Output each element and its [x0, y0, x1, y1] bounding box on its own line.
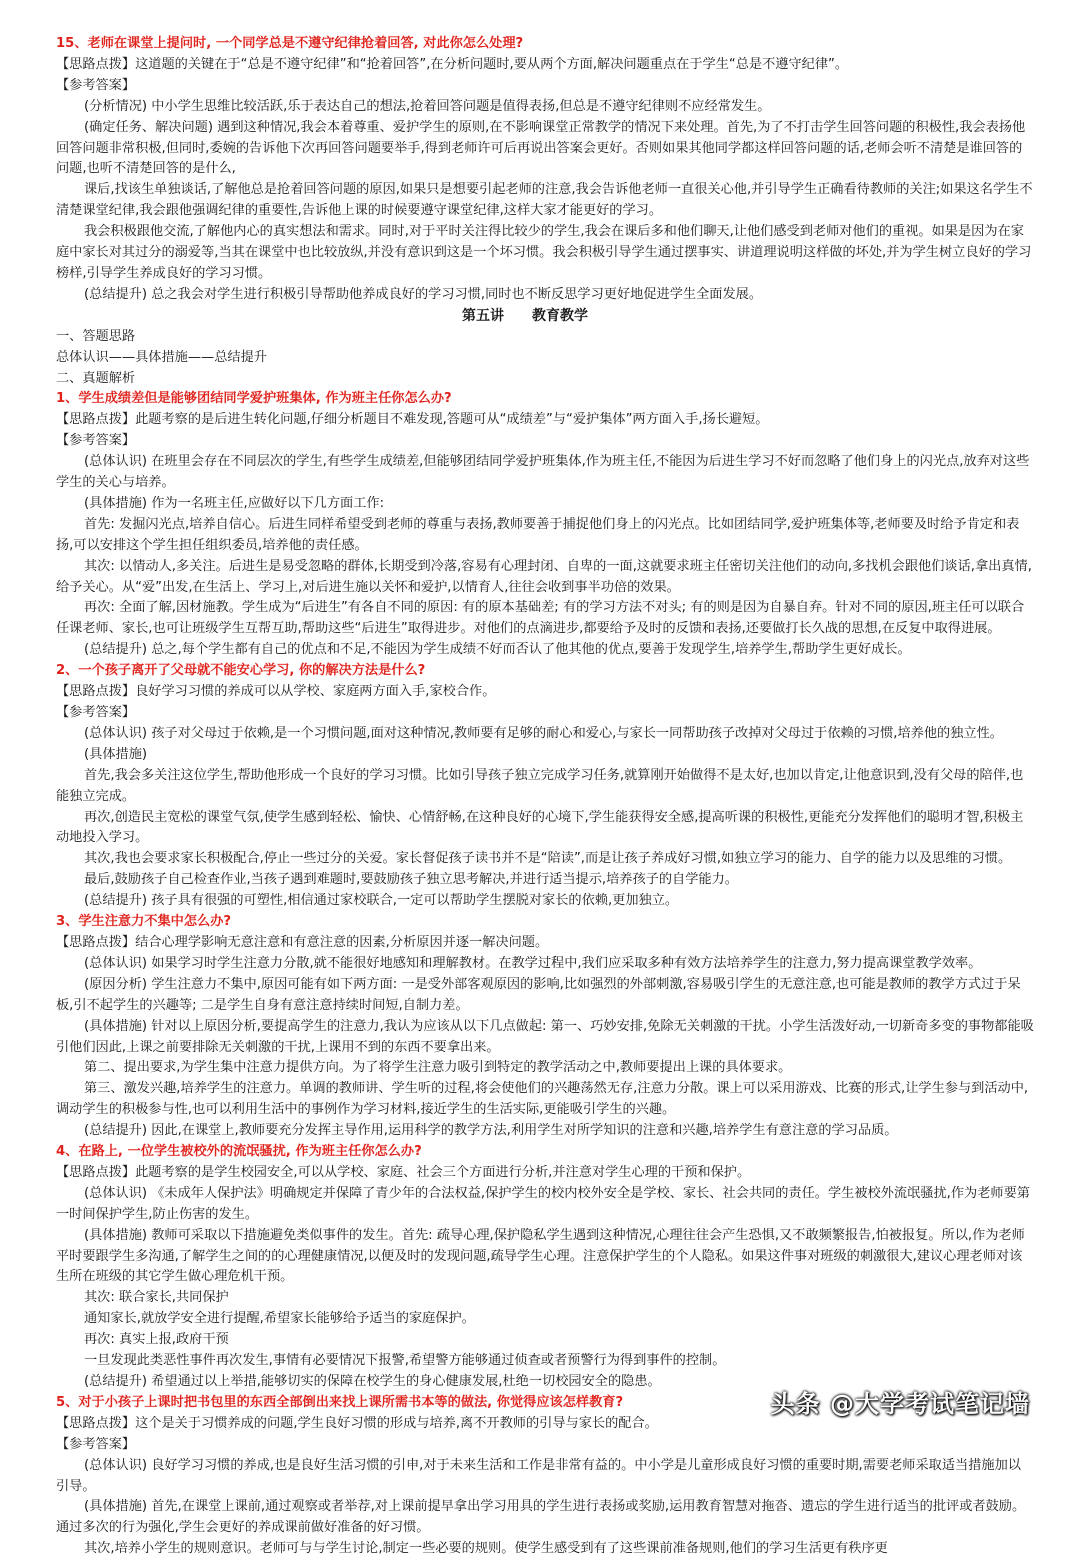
- paragraph: (总结提升) 总之我会对学生进行积极引导帮助他养成良好的学习习惯,同时也不断反思学习更好地促进学生全面发展。: [84, 286, 763, 302]
- paragraph: (总结提升) 总之,每个学生都有自己的优点和不足,不能因为学生成绩不好而否认了他其他的优点,要善于发现学生,培养学生,帮助学生更好成长。: [84, 642, 911, 658]
- paragraph: (总体认识) 良好学习习惯的养成,也是良好生活习惯的引申,对于未来生活和工作是非常有益的。中小学是儿童形成良好习惯的重要时期,需要老师采取适当措施加以引导。: [56, 1457, 1021, 1494]
- paragraph: 第三、激发兴趣,培养学生的注意力。单调的教师讲、学生听的过程,将会使他们的兴趣荡然无存,注意力分散。课上可以采用游戏、比赛的形式,让学生参与到活动中,调动学生的积极参与性,也可以利用生活中的事例作为学习材料,接近学生的生活实际,更能吸引学生的兴趣。: [56, 1081, 1029, 1118]
- paragraph: (总体认识) 《未成年人保护法》明确规定并保障了青少年的合法权益,保护学生的校内校外安全是学校、家长、社会共同的责任。学生被校外流氓骚扰,作为老师要第一时间保护学生,防止伤害的发生。: [56, 1185, 1030, 1222]
- paragraph: 最后,鼓励孩子自己检查作业,当孩子遇到难题时,要鼓励孩子独立思考解决,并进行适当提示,培养孩子的自学能力。: [84, 872, 738, 888]
- paragraph: 课后,找该生单独谈话,了解他总是抢着回答问题的原因,如果只是想要引起老师的注意,我会告诉他老师一直很关心他,并引导学生正确看待教师的关注;如果这名学生不清楚课堂纪律,我会跟他强调纪律的重要性,告诉他上课的时候要遵守课堂纪律,这样大家才能更好的学习。: [56, 182, 1033, 219]
- paragraph: 一、答题思路: [56, 328, 136, 344]
- paragraph: 【思路点拨】此题考察的是学生校园安全,可以从学校、家庭、社会三个方面进行分析,并注意对学生心理的干预和保护。: [56, 1164, 751, 1180]
- paragraph: 首先: 发掘闪光点,培养自信心。后进生同样希望受到老师的尊重与表扬,教师要善于捕捉他们身上的闪光点。比如团结同学,爱护班集体等,老师要及时给予肯定和表扬,可以安排这个学生担任组织委员,培养他的责任感。: [56, 516, 1020, 553]
- paragraph: 再次: 全面了解,因材施教。学生成为“后进生”有各自不同的原因: 有的原本基础差; 有的学习方法不对头; 有的则是因为自暴自弃。针对不同的原因,班主任可以联合任课老师、家长,也可让班级学生互帮互助,帮助这些“后进生”取得进步。对他们的点滴进步,都要给予及时的反馈和表扬,还要做打长久战的思想,在反复中取得进展。: [56, 600, 1025, 637]
- paragraph: 二、真题解析: [56, 370, 136, 386]
- paragraph: 首先,我会多关注这位学生,帮助他形成一个良好的学习习惯。比如引导孩子独立完成学习任务,就算刚开始做得不是太好,也加以肯定,让他意识到,没有父母的陪伴,也能独立完成。: [56, 767, 1024, 804]
- paragraph: 其次,培养小学生的规则意识。老师可与与学生讨论,制定一些必要的规则。使学生感受到有了这些课前准备规则,他们的学习生活更有秩序更: [84, 1541, 888, 1557]
- paragraph: 【思路点拨】此题考察的是后进生转化问题,仔细分析题目不难发现,答题可从“成绩差”与“爱护集体”两方面入手,扬长避短。: [56, 412, 769, 428]
- question-heading: 1、学生成绩差但是能够团结同学爱护班集体, 作为班主任你怎么办?: [56, 391, 452, 407]
- paragraph: 我会积极跟他交流,了解他内心的真实想法和需求。同时,对于平时关注得比较少的学生,我会在课后多和他们聊天,让他们感受到老师对他们的重视。如果是因为在家庭中家长对其过分的溺爱等,当其在课堂中也比较放纵,并没有意识到这是一个坏习惯。我会积极引导学生通过摆事实、讲道理说明这样做的坏处,并为学生树立良好的学习榜样,引导学生养成良好的学习习惯。: [56, 224, 1032, 281]
- paragraph: 【思路点拨】这个是关于习惯养成的问题,学生良好习惯的形成与培养,离不开教师的引导与家长的配合。: [56, 1415, 658, 1431]
- section-title: 第五讲 教育教学: [462, 307, 588, 324]
- paragraph: 【参考答案】: [56, 433, 136, 449]
- paragraph: 第二、提出要求,为学生集中注意力提供方向。为了将学生注意力吸引到特定的教学活动之中,教师要提出上课的具体要求。: [84, 1060, 792, 1076]
- paragraph: (分析情况) 中小学生思维比较活跃,乐于表达自己的想法,抢着回答问题是值得表扬,但总是不遵守纪律则不应经常发生。: [84, 98, 771, 114]
- paragraph: (总体认识) 在班里会存在不同层次的学生,有些学生成绩差,但能够团结同学爱护班集体,作为班主任,不能因为后进生学习不好而忽略了他们身上的闪光点,放弃对这些学生的关心与培养。: [56, 454, 1030, 491]
- paragraph: (具体措施) 教师可采取以下措施避免类似事件的发生。首先: 疏导心理,保护隐私学生遇到这种情况,心理往往会产生恐惧,又不敢频繁报告,怕被报复。所以,作为老师平时要跟学生多沟通,了解学生之间的的心理健康情况,以便及时的发现问题,疏导学生心理。注意保护学生的个人隐私。如果这件事对班级的刺激很大,建议心理老师对该生所在班级的其它学生做心理危机干预。: [56, 1227, 1025, 1285]
- question-heading: 5、对于小孩子上课时把书包里的东西全部倒出来找上课所需书本等的做法, 你觉得应该怎样教育?: [56, 1394, 624, 1410]
- paragraph: 【参考答案】: [56, 1436, 136, 1452]
- paragraph: (总结提升) 希望通过以上举措,能够切实的保障在校学生的身心健康发展,杜绝一切校园安全的隐患。: [84, 1374, 661, 1389]
- paragraph: (具体措施): [84, 746, 148, 762]
- watermark: 头条 @大学考试笔记墙: [770, 1390, 1030, 1418]
- paragraph: 其次: 以情动人,多关注。后进生是易受忽略的群体,长期受到冷落,容易有心理封闭、自卑的一面,这就要求班主任密切关注他们的动向,多找机会跟他们谈话,拿出真情,给予关心。从“爱”出发,在生活上、学习上,对后进生施以关怀和爱护,以情育人,往往会收到事半功倍的效果。: [56, 558, 1032, 595]
- paragraph: 再次,创造民主宽松的课堂气氛,使学生感到轻松、愉快、心情舒畅,在这种良好的心境下,学生能获得安全感,提高听课的积极性,更能充分发挥他们的聪明才智,积极主动地投入学习。: [56, 809, 1024, 846]
- paragraph: 【参考答案】: [56, 705, 136, 720]
- paragraph: (原因分析) 学生注意力不集中,原因可能有如下两方面: 一是受外部客观原因的影响,比如强烈的外部刺激,容易吸引学生的无意注意,也可能是教师的教学方式过于呆板,引不起学生的兴趣等; 二是学生自身有意注意持续时间短,自制力差。: [56, 976, 1021, 1013]
- question-heading: 15、老师在课堂上提问时, 一个同学总是不遵守纪律抢着回答, 对此你怎么处理?: [56, 36, 524, 51]
- paragraph: (总结提升) 孩子具有很强的可塑性,相信通过家校联合,一定可以帮助学生摆脱对家长的依赖,更加独立。: [84, 893, 679, 909]
- paragraph: (总体认识) 如果学习时学生注意力分散,就不能很好地感知和理解教材。在教学过程中,我们应采取多种有效方法培养学生的注意力,努力提高课堂教学效率。: [84, 955, 982, 971]
- question-heading: 3、学生注意力不集中怎么办?: [56, 914, 232, 930]
- question-heading: 4、在路上, 一位学生被校外的流氓骚扰, 作为班主任你怎么办?: [56, 1144, 422, 1160]
- paragraph: 一旦发现此类恶性事件再次发生,事情有必要情况下报警,希望警方能够通过侦查或者预警行为得到事件的控制。: [84, 1353, 726, 1369]
- paragraph: (总结提升) 因此,在课堂上,教师要充分发挥主导作用,运用科学的教学方法,利用学生对所学知识的注意和兴趣,培养学生有意注意的学习品质。: [84, 1123, 898, 1139]
- paragraph: 【思路点拨】结合心理学影响无意注意和有意注意的因素,分析原因并逐一解决问题。: [56, 934, 549, 950]
- paragraph: 总体认识——具体措施——总结提升: [56, 349, 267, 365]
- paragraph: 其次: 联合家长,共同保护: [84, 1290, 229, 1306]
- paragraph: (确定任务、解决问题) 遇到这种情况,我会本着尊重、爱护学生的原则,在不影响课堂正常教学的情况下来处理。首先,为了不打击学生回答问题的积极性,我会表扬他回答问题非常积极,但同时,委婉的告诉他下次再回答问题要举手,得到老师许可后再说出答案会更好。否则如果其他同学都这样回答问题的话,老师会听不清楚是谁回答的问题,也听不清楚回答的是什么,: [56, 119, 1026, 177]
- paragraph: 【参考答案】: [56, 77, 136, 93]
- paragraph: (具体措施) 针对以上原因分析,要提高学生的注意力,我认为应该从以下几点做起: 第一、巧妙安排,免除无关刺激的干扰。小学生活泼好动,一切新奇多变的事物都能吸引他们因此,上课之前要排除无关刺激的干扰,上课用不到的东西不要拿出来。: [56, 1018, 1034, 1055]
- document-body: [56, 34, 1034, 1560]
- paragraph: 通知家长,就放学安全进行提醒,希望家长能够给予适当的家庭保护。: [84, 1311, 475, 1327]
- paragraph: 【思路点拨】良好学习习惯的养成可以从学校、家庭两方面入手,家校合作。: [56, 684, 496, 700]
- paragraph: (具体措施) 作为一名班主任,应做好以下几方面工作:: [84, 495, 385, 511]
- paragraph: (总体认识) 孩子对父母过于依赖,是一个习惯问题,面对这种情况,教师要有足够的耐心和爱心,与家长一同帮助孩子改掉对父母过于依赖的习惯,培养他的独立性。: [84, 725, 1003, 741]
- question-heading: 2、一个孩子离开了父母就不能安心学习, 你的解决方法是什么?: [56, 663, 426, 679]
- paragraph: (具体措施) 首先,在课堂上课前,通过观察或者举荐,对上课前提早拿出学习用具的学生进行表扬或奖励,运用教育智慧对拖沓、遗忘的学生进行适当的批评或者鼓励。通过多次的行为强化,学生会更好的养成课前做好准备的好习惯。: [56, 1499, 1026, 1536]
- paragraph: 其次,我也会要求家长积极配合,停止一些过分的关爱。家长督促孩子读书并不是“陪读”,而是让孩子养成好习惯,如独立学习的能力、自学的能力以及思维的习惯。: [84, 851, 1012, 867]
- paragraph: 【思路点拨】这道题的关键在于“总是不遵守纪律”和“抢着回答”,在分析问题时,要从两个方面,解决问题重点在于学生“总是不遵守纪律”。: [56, 56, 849, 72]
- paragraph: 再次: 真实上报,政府干预: [84, 1332, 229, 1348]
